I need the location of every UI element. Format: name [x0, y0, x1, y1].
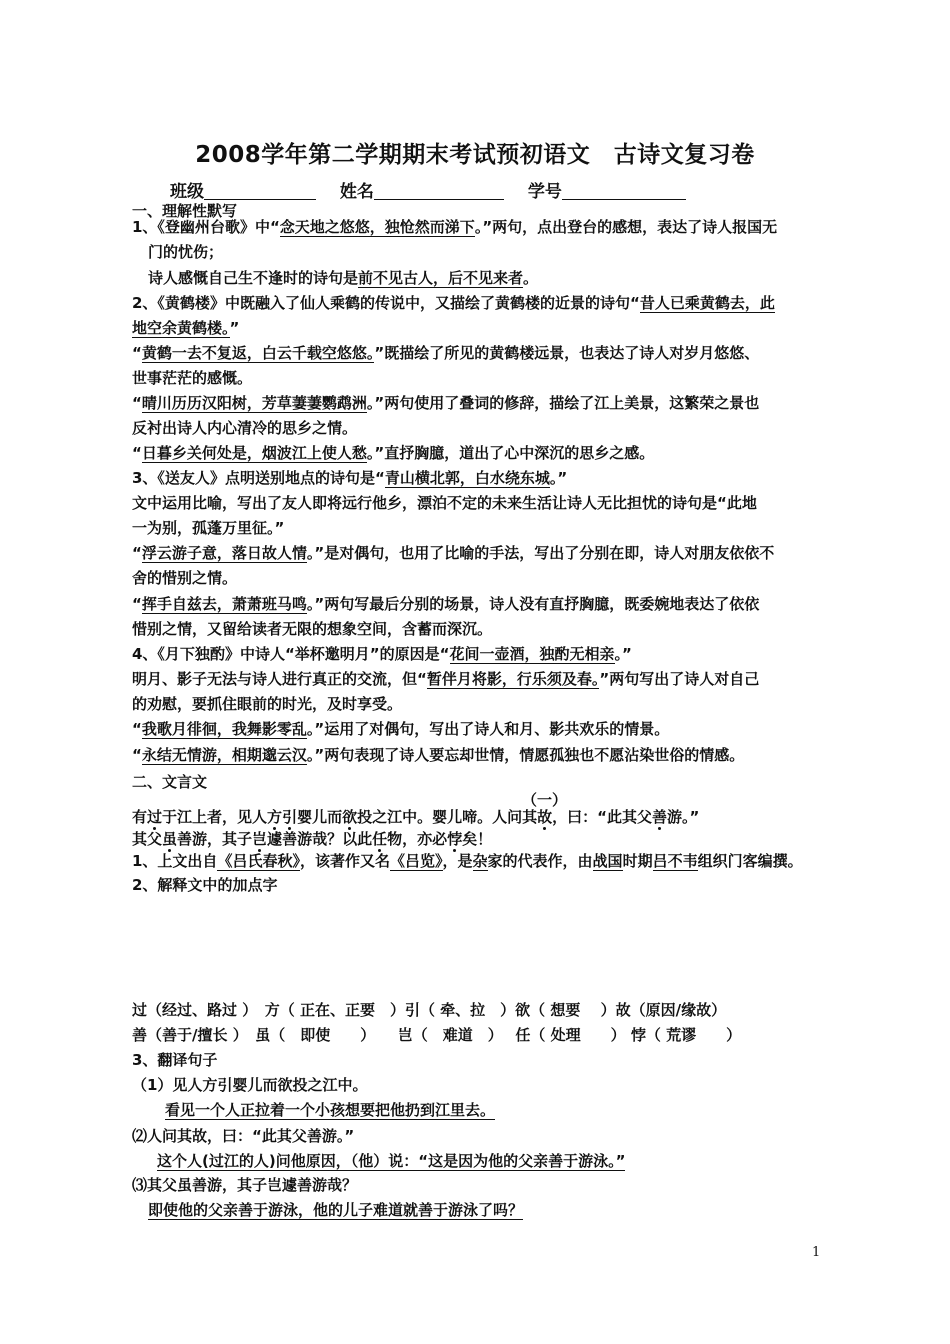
question-line: 2、《黄鹤楼》中既融入了仙人乘鹤的传说中，又描绘了黄鹤楼的近景的诗句“昔人已乘黄鹤去，此: [132, 294, 775, 312]
translation-answer: 即使他的父亲善于游泳，他的儿子难道就善于游泳了吗？: [148, 1201, 524, 1219]
name-blank[interactable]: [374, 181, 504, 200]
sub-heading: （一）: [522, 791, 568, 809]
question-line: “晴川历历汉阳树，芳草萋萋鹦鹉洲。”两句使用了叠词的修辞，描绘了江上美景，这繁荣之景也: [132, 394, 760, 412]
question-line: 的劝慰，要抓住眼前的时光，及时享受。: [132, 695, 403, 713]
answer: 吕不韦: [652, 852, 698, 870]
answer: 前不见古人，后不见来者: [358, 269, 524, 287]
question-line: “浮云游子意，落日故人情。”是对偶句，也用了比喻的手法，写出了分别在即，诗人对朋友依依不: [132, 544, 775, 562]
answer: 昔人已乘黄鹤去，此: [639, 294, 775, 312]
answer: 日暮乡关何处是，烟波江上使人愁: [141, 444, 367, 462]
answer: 《吕览》: [389, 852, 443, 870]
word-definitions-line: 善（善于/擅长 ） 虽（ 即使 ） 岂（ 难道 ） 任（ 处理 ） 悖（ 荒谬 ）: [132, 1026, 742, 1044]
answer: 晴川历历汉阳树，芳草萋萋鹦鹉洲: [141, 394, 367, 412]
answer: 杂: [472, 852, 488, 870]
question-line: 舍的惜别之情。: [132, 569, 238, 587]
answer: 挥手自兹去，萧萧班马鸣: [141, 595, 307, 613]
translation-question: ⑶其父虽善游，其子岂遽善游哉？: [132, 1176, 358, 1194]
question-line: 3、翻译句子: [132, 1051, 218, 1069]
answer: 战国: [592, 852, 623, 870]
page-title: 2008学年第二学期期末考试预初语文 古诗文复习卷: [195, 142, 755, 168]
question-line: 4、《月下独酌》中诗人“举杯邀明月”的原因是“花间一壶酒，独酌无相亲。”: [132, 645, 632, 663]
question-line: “黄鹤一去不复返，白云千载空悠悠。”既描绘了所见的黄鹤楼远景，也表达了诗人对岁月悠悠、: [132, 344, 760, 362]
answer: 暂伴月将影，行乐须及春。: [426, 670, 600, 688]
answer: 地空余黄鹤楼。: [132, 319, 230, 337]
translation-answer: 看见一个人正拉着一个小孩想要把他扔到江里去。: [165, 1101, 496, 1119]
class-blank[interactable]: [204, 181, 316, 200]
section-heading: 二、文言文: [132, 773, 208, 791]
answer: 永结无情游，相期邈云汉: [141, 746, 307, 764]
question-line: 惜别之情，又留给读者无限的想象空间，含蓄而深沉。: [132, 620, 493, 638]
question-line: “我歌月徘徊，我舞影零乱。”运用了对偶句，写出了诗人和月、影共欢乐的情景。: [132, 720, 670, 738]
classical-text-line: 有过于江上者，见人方引婴儿而欲投之江中。婴儿啼。人问其故，曰：“此其父善游。”: [132, 808, 700, 826]
question-line: “永结无情游，相期邈云汉。”两句表现了诗人要忘却世情，情愿孤独也不愿沾染世俗的情感。: [132, 746, 745, 764]
question-line: 反衬出诗人内心清冷的思乡之情。: [132, 419, 358, 437]
question-line: 地空余黄鹤楼。”: [132, 319, 240, 337]
page-number: 1: [812, 1245, 821, 1260]
answer: 念天地之悠悠，独怆然而涕下: [279, 218, 475, 236]
question-line: 世事茫茫的感慨。: [132, 369, 253, 387]
question-line: 2、解释文中的加点字: [132, 876, 278, 894]
classical-text-line: 其父虽善游，其子岂遽善游哉？以此任物，亦必悖矣！: [132, 830, 493, 848]
answer: 黄鹤一去不复返，白云千载空悠悠。: [141, 344, 375, 362]
answer: 浮云游子意，落日故人情: [141, 544, 307, 562]
section-heading: 一、理解性默写: [132, 202, 238, 220]
translation-question: ⑵人问其故，曰：“此其父善游。”: [132, 1127, 355, 1145]
word-definitions-line: 过（经过、路过 ） 方（ 正在、正要 ）引（ 牵、拉 ）欲（ 想要 ）故（原因/缘故）: [132, 1001, 727, 1019]
answer: 青山横北郭，白水绕东城: [384, 469, 550, 487]
question-line: 文中运用比喻，写出了友人即将远行他乡，漂泊不定的未来生活让诗人无比担忧的诗句是“此地: [132, 494, 757, 512]
id-blank[interactable]: [562, 181, 686, 200]
answer: 《吕氏春秋》: [217, 852, 300, 870]
question-line: 3、《送友人》点明送别地点的诗句是“青山横北郭，白水绕东城。”: [132, 469, 568, 487]
id-label: 学号: [527, 182, 562, 202]
question-line: “日暮乡关何处是，烟波江上使人愁。”直抒胸臆，道出了心中深沉的思乡之感。: [132, 444, 655, 462]
question-line: 一为别，孤蓬万里征。”: [132, 519, 285, 537]
question-line: 明月、影子无法与诗人进行真正的交流，但“暂伴月将影，行乐须及春。”两句写出了诗人对自己: [132, 670, 760, 688]
translation-question: （1）见人方引婴儿而欲投之江中。: [132, 1076, 368, 1094]
answer: 花间一壶酒，独酌无相亲: [449, 645, 615, 663]
name-label: 姓名: [339, 182, 374, 202]
question-line: 门的忧伤；: [148, 243, 224, 261]
translation-answer: 这个人(过江的人)问他原因，（他）说：“这是因为他的父亲善于游泳。”: [157, 1152, 626, 1170]
class-label: 班级: [170, 182, 204, 202]
question-line: 诗人感慨自己生不逢时的诗句是前不见古人，后不见来者。: [148, 269, 539, 287]
student-info-line: [170, 177, 704, 202]
question-line: “挥手自兹去，萧萧班马鸣。”两句写最后分别的场景，诗人没有直抒胸臆，既委婉地表达了依依: [132, 595, 760, 613]
question-line: 1、《登幽州台歌》中“念天地之悠悠，独怆然而涕下。”两句，点出登台的感想，表达了诗人报国无: [132, 218, 778, 236]
question-line: 1、上文出自《吕氏春秋》，该著作又名《吕览》，是杂家的代表作，由战国时期吕不韦组织门客编撰。: [132, 852, 803, 870]
answer: 我歌月徘徊，我舞影零乱: [141, 720, 307, 738]
